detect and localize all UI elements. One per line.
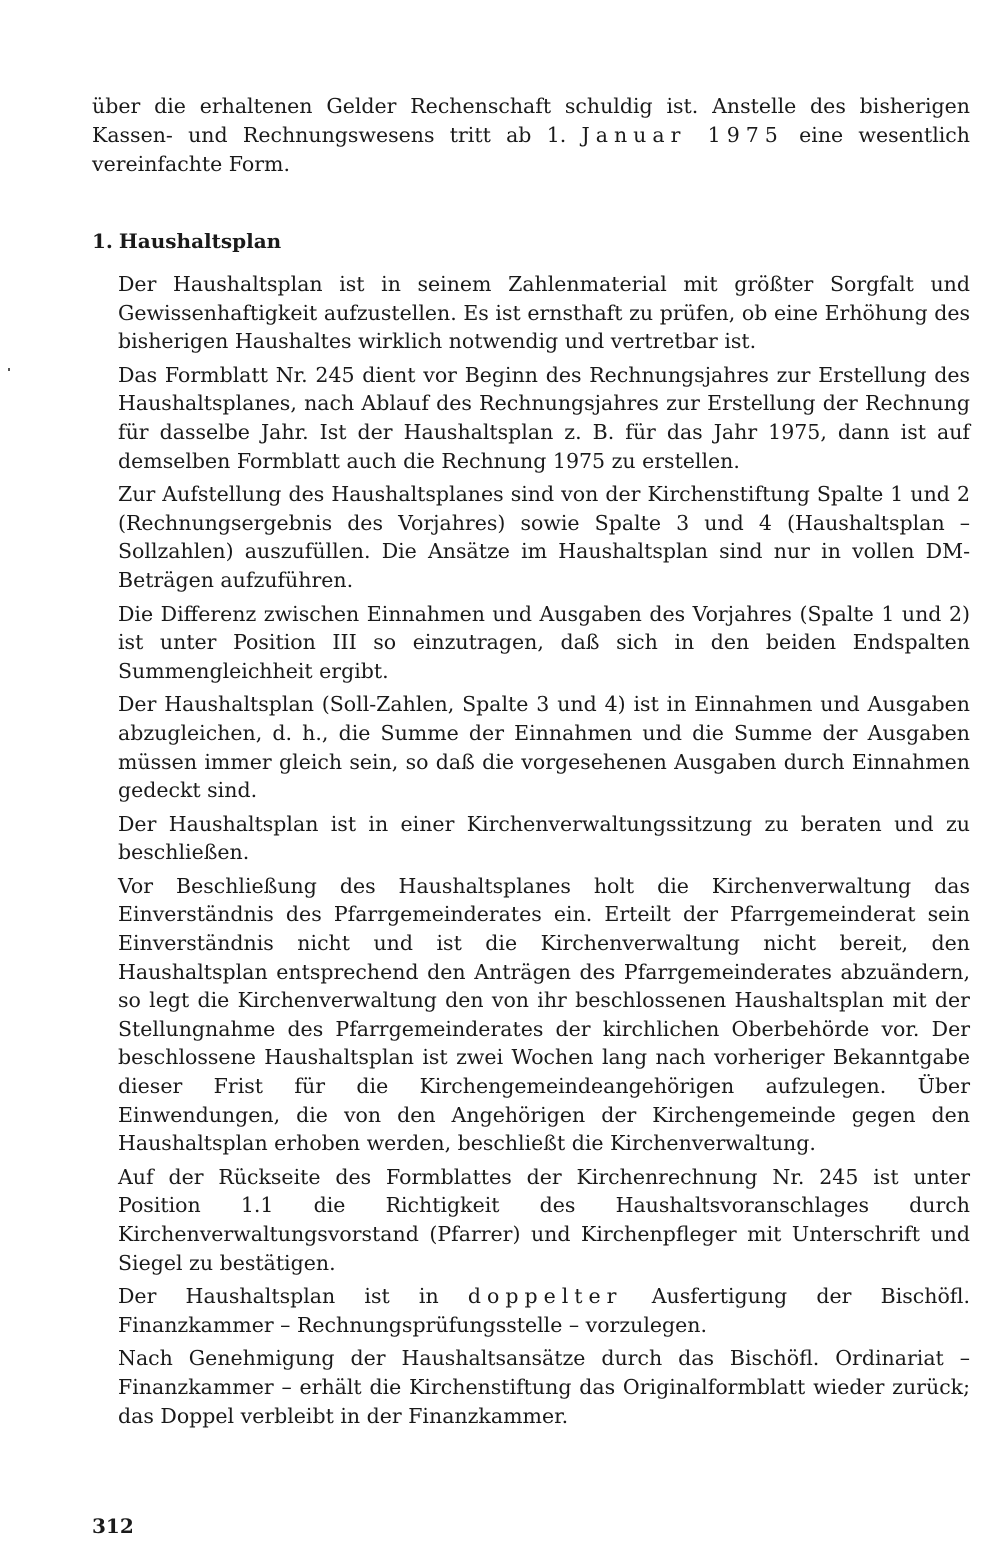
paragraph-9-spaced-word: doppelter [467,1284,623,1309]
margin-mark [8,368,10,371]
paragraph-3: Zur Aufstellung des Haushaltsplanes sind von der Kirchenstiftung Spalte 1 und 2 (Rechnungsergebnis des Vorjahres) sowie Spalte 3 und 4 (Haushaltsplan – Sollzahlen) auszufüllen. Die Ansätze im Haushaltsplan sind nur in vollen DM-Beträgen aufzuführen. [118,482,970,592]
section-title: Haushaltsplan [118,229,282,253]
intro-paragraph [92,92,970,179]
paragraph-7: Vor Beschließung des Haushaltsplanes holt die Kirchenverwaltung das Einverständnis des Pfarrgemeinderates ein. Erteilt der Pfarrgemeinderat sein Einverständnis nicht und ist die Kirchenverwaltung nicht bereit, den Haushaltsplan entsprechend den Anträgen des Pfarrgemeinderates abzuändern, so legt die Kirchenverwaltung den von ihr beschlossenen Haushaltsplan mit der Stellungnahme des Pfarrgemeinderates der kirchlichen Oberbehörde vor. Der beschlossene Haushaltsplan ist zwei Wochen lang nach vorheriger Bekanntgabe dieser Frist für die Kirchengemeindeangehörigen aufzulegen. Über Einwendungen, die von den Angehörigen der Kirchengemeinde gegen den Haushaltsplan erhoben werden, beschließt die Kirchenverwaltung. [118,873,970,1156]
paragraph-9-start: Der Haushaltsplan ist in [118,1284,439,1309]
paragraph-6: Der Haushaltsplan ist in einer Kirchenverwaltungssitzung zu beraten und zu beschließen. [118,811,970,865]
intro-text-start: über die erhaltenen Gelder Rechenschaft schuldig ist. Anstelle des bisherigen Kassen- und Rechnungswesens tritt ab 1. [92,94,970,147]
paragraph-9-end: Ausfertigung der Bischöfl. Finanzkammer – Rechnungsprüfungsstelle – vorzulegen. [118,1284,970,1337]
paragraph-9 [118,1282,970,1339]
page-number: 312 [92,1514,134,1538]
paragraph-4: Die Differenz zwischen Einnahmen und Ausgaben des Vorjahres (Spalte 1 und 2) ist unter Position III so einzutragen, daß sich in den beiden Endspalten Summengleichheit ergibt. [118,601,970,683]
paragraph-5: Der Haushaltsplan (Soll-Zahlen, Spalte 3 und 4) ist in Einnahmen und Ausgaben abzugleichen, d. h., die Summe der Einnahmen und die Summe der Ausgaben müssen immer gleich sein, so daß die vorgesehenen Ausgaben durch Einnahmen gedeckt sind. [118,692,970,803]
intro-spaced-date: Januar 1975 [581,123,784,147]
section-number: 1. [92,229,113,253]
paragraph-1: Der Haushaltsplan ist in seinem Zahlenmaterial mit größter Sorgfalt und Gewissenhaftigkeit aufzustellen. Es ist ernsthaft zu prüfen, ob eine Erhöhung des bisherigen Haushaltes wirklich notwendig und vertretbar ist. [118,272,970,354]
section-heading [92,227,281,256]
paragraph-10: Nach Genehmigung der Haushaltsansätze durch das Bischöfl. Ordinariat – Finanzkammer – erhält die Kirchenstiftung das Originalformblatt wieder zurück; das Doppel verbleibt in der Finanzkammer. [118,1346,970,1428]
section-body [118,270,970,1435]
paragraph-8: Auf der Rückseite des Formblattes der Kirchenrechnung Nr. 245 ist unter Position 1.1 die Richtigkeit des Haushaltsvoranschlages durch Kirchenverwaltungsvorstand (Pfarrer) und Kirchenpfleger mit Unterschrift und Siegel zu bestätigen. [118,1164,970,1275]
intro-text-end: eine wesentlich vereinfachte Form. [92,123,970,176]
paragraph-2: Das Formblatt Nr. 245 dient vor Beginn des Rechnungsjahres zur Erstellung des Haushaltsplanes, nach Ablauf des Rechnungsjahres zur Erstellung der Rechnung für dasselbe Jahr. Ist der Haushaltsplan z. B. für das Jahr 1975, dann ist auf demselben Formblatt auch die Rechnung 1975 zu erstellen. [118,362,970,473]
